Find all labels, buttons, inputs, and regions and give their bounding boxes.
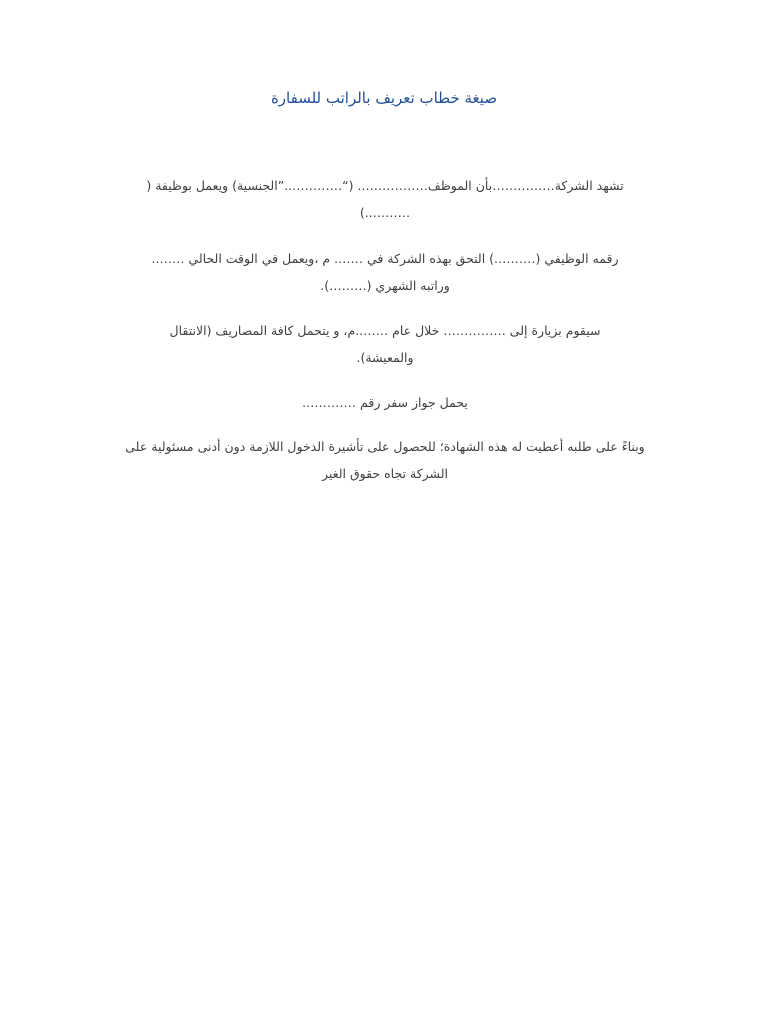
paragraph-line: يحمل جواز سفر رقم ………….	[302, 395, 468, 410]
paragraph-line: ………..)	[359, 205, 411, 220]
paragraph-line: وراتبه الشهري (………).	[320, 278, 450, 293]
paragraph-line: تشهد الشركة……………بأن الموظف…………….. (“…………..”الجنسية) ويعمل بوظيفة (	[146, 178, 624, 193]
paragraph-line: سيقوم بزيارة إلى …………… خلال عام ……..م، و يتحمل كافة المصاريف (الانتقال	[169, 323, 601, 338]
paragraph-visit-expenses	[118, 317, 652, 371]
paragraph-line: وبناءً على طلبه أعطيت له هذه الشهادة؛ للحصول على تأشيرة الدخول اللازمة دون أدنى مسئولية على	[125, 439, 645, 454]
paragraph-line: والمعيشة).	[356, 350, 414, 365]
paragraph-passport	[118, 389, 652, 416]
paragraph-closing	[118, 433, 652, 487]
paragraph-line: الشركة تجاه حقوق الغير	[322, 466, 448, 481]
paragraph-employee-details	[118, 172, 652, 226]
paragraph-employment-salary	[118, 245, 652, 299]
paragraph-line: رقمه الوظيفي (……….) التحق بهذه الشركة في ……. م ،ويعمل في الوقت الحالي ……..	[151, 251, 619, 266]
document-title: صيغة خطاب تعريف بالراتب للسفارة	[270, 89, 498, 107]
